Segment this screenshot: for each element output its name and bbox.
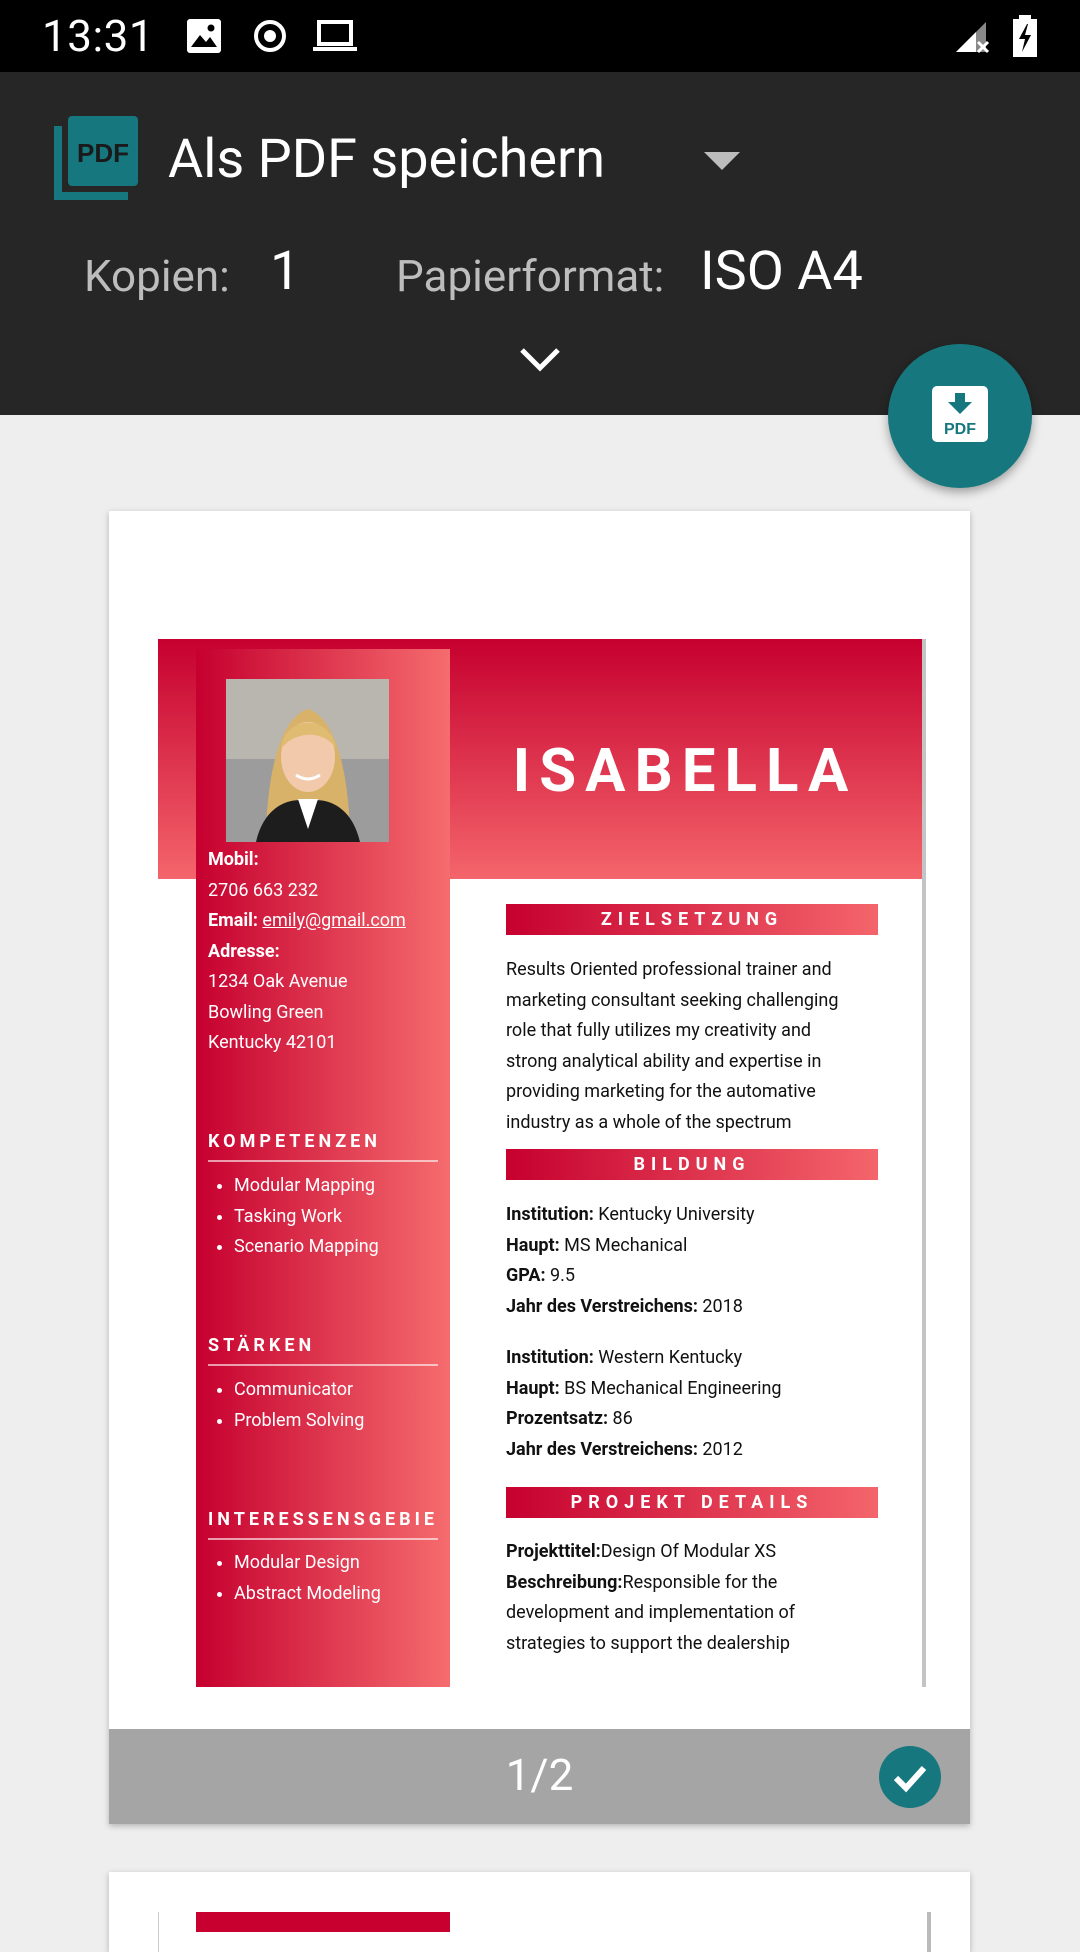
strengths-list (208, 1375, 364, 1436)
divider (208, 1538, 438, 1540)
field-label: Jahr des Verstreichens: (506, 1438, 698, 1460)
pdf-download-icon (932, 386, 988, 442)
list-item: • Modular Mapping (234, 1171, 379, 1202)
contact-info (208, 845, 406, 1059)
divider (927, 1912, 931, 1952)
education-entry (506, 1200, 878, 1322)
mobile-label: Mobil: (208, 849, 259, 870)
list-item: • Scenario Mapping (234, 1232, 379, 1263)
printer-select[interactable]: Als PDF speichern (168, 128, 606, 191)
project-details (506, 1537, 878, 1659)
page-selected-check-icon[interactable] (879, 1746, 941, 1808)
resume-document (158, 639, 922, 1687)
profile-photo (226, 679, 389, 842)
strengths-heading: STÄRKEN (208, 1335, 316, 1356)
divider (208, 1364, 438, 1366)
field-label: Jahr des Verstreichens: (506, 1295, 698, 1317)
skills-list (208, 1171, 379, 1263)
text-line: development and implementation of (506, 1602, 796, 1623)
dropdown-arrow-icon[interactable] (700, 148, 744, 172)
field-value: 9.5 (545, 1265, 576, 1286)
field-value: BS Mechanical Engineering (559, 1377, 782, 1399)
resume-sidebar (196, 649, 450, 1687)
text-line: strong analytical ability and expertise in (506, 1050, 822, 1072)
field-label: Haupt: (506, 1377, 560, 1399)
email-label: Email: (208, 910, 258, 931)
field-label: Prozentsatz: (506, 1408, 609, 1429)
field-label: Institution: (506, 1347, 594, 1368)
education-entry (506, 1343, 878, 1465)
field-value: Western Kentucky (593, 1347, 743, 1368)
mobile-value: 2706 663 232 (208, 879, 319, 901)
page-preview[interactable] (109, 511, 970, 1824)
interests-heading: INTERESSENSGEBIE (208, 1509, 438, 1530)
paper-size-label: Papierformat: (396, 250, 665, 302)
field-value: MS Mechanical (559, 1234, 688, 1256)
battery-charging-icon (1010, 14, 1040, 58)
laptop-icon (312, 16, 358, 56)
address-label: Adresse: (208, 940, 280, 962)
status-bar (0, 0, 1080, 72)
svg-text:PDF: PDF (77, 138, 129, 168)
resume-name: ISABELLA (512, 735, 858, 806)
skills-heading: KOMPETENZEN (208, 1131, 381, 1152)
address-line: Bowling Green (208, 1001, 324, 1023)
signal-off-icon (952, 16, 992, 56)
objective-heading: ZIELSETZUNG (506, 904, 878, 935)
text-line: marketing consultant seeking challenging (506, 989, 839, 1011)
page-footer (109, 1729, 970, 1824)
list-item: • Tasking Work (234, 1202, 379, 1233)
paper-size-select[interactable]: ISO A4 (700, 240, 863, 303)
svg-text:PDF: PDF (944, 421, 976, 438)
divider (158, 1912, 159, 1952)
address-line: Kentucky 42101 (208, 1032, 337, 1053)
copies-label: Kopien: (84, 250, 230, 302)
record-icon (250, 16, 290, 56)
education-heading: BILDUNG (506, 1149, 878, 1180)
copies-input[interactable]: 1 (270, 240, 301, 303)
save-pdf-button[interactable] (888, 344, 1032, 488)
text-line: role that fully utilizes my creativity and (506, 1020, 812, 1041)
field-label: Haupt: (506, 1234, 560, 1256)
status-time: 13:31 (42, 10, 155, 62)
field-label: Institution: (506, 1204, 594, 1225)
list-item: • Problem Solving (234, 1406, 364, 1437)
list-item: • Modular Design (234, 1548, 381, 1579)
text-line: industry as a whole of the spectrum (506, 1111, 792, 1133)
text-line: Results Oriented professional trainer and (506, 959, 832, 980)
text-line: strategies to support the dealership (506, 1632, 790, 1654)
field-label: GPA: (506, 1265, 546, 1286)
field-value: Responsible for the (622, 1571, 778, 1593)
image-icon (184, 16, 224, 56)
project-heading: PROJEKT DETAILS (506, 1487, 878, 1518)
field-value: 2012 (697, 1438, 743, 1460)
resume-sidebar (196, 1912, 450, 1932)
list-item: • Communicator (234, 1375, 364, 1406)
page-indicator: 1/2 (505, 1749, 574, 1801)
field-label: Beschreibung: (506, 1571, 623, 1593)
field-value: Kentucky University (593, 1204, 755, 1225)
page-preview[interactable] (109, 1872, 970, 1952)
field-value: 86 (608, 1408, 633, 1429)
list-item: • Abstract Modeling (234, 1579, 381, 1610)
pdf-printer-icon (54, 116, 138, 200)
address-line: 1234 Oak Avenue (208, 971, 348, 992)
divider (208, 1160, 438, 1162)
text-line: providing marketing for the automative (506, 1081, 816, 1102)
field-value: Design Of Modular XS (600, 1541, 777, 1562)
email-link[interactable]: emily@gmail.com (262, 910, 406, 931)
field-label: Projekttitel: (506, 1541, 601, 1562)
expand-options-icon[interactable] (518, 344, 562, 374)
interests-list (208, 1548, 381, 1609)
field-value: 2018 (697, 1295, 743, 1317)
objective-text (506, 955, 878, 1138)
